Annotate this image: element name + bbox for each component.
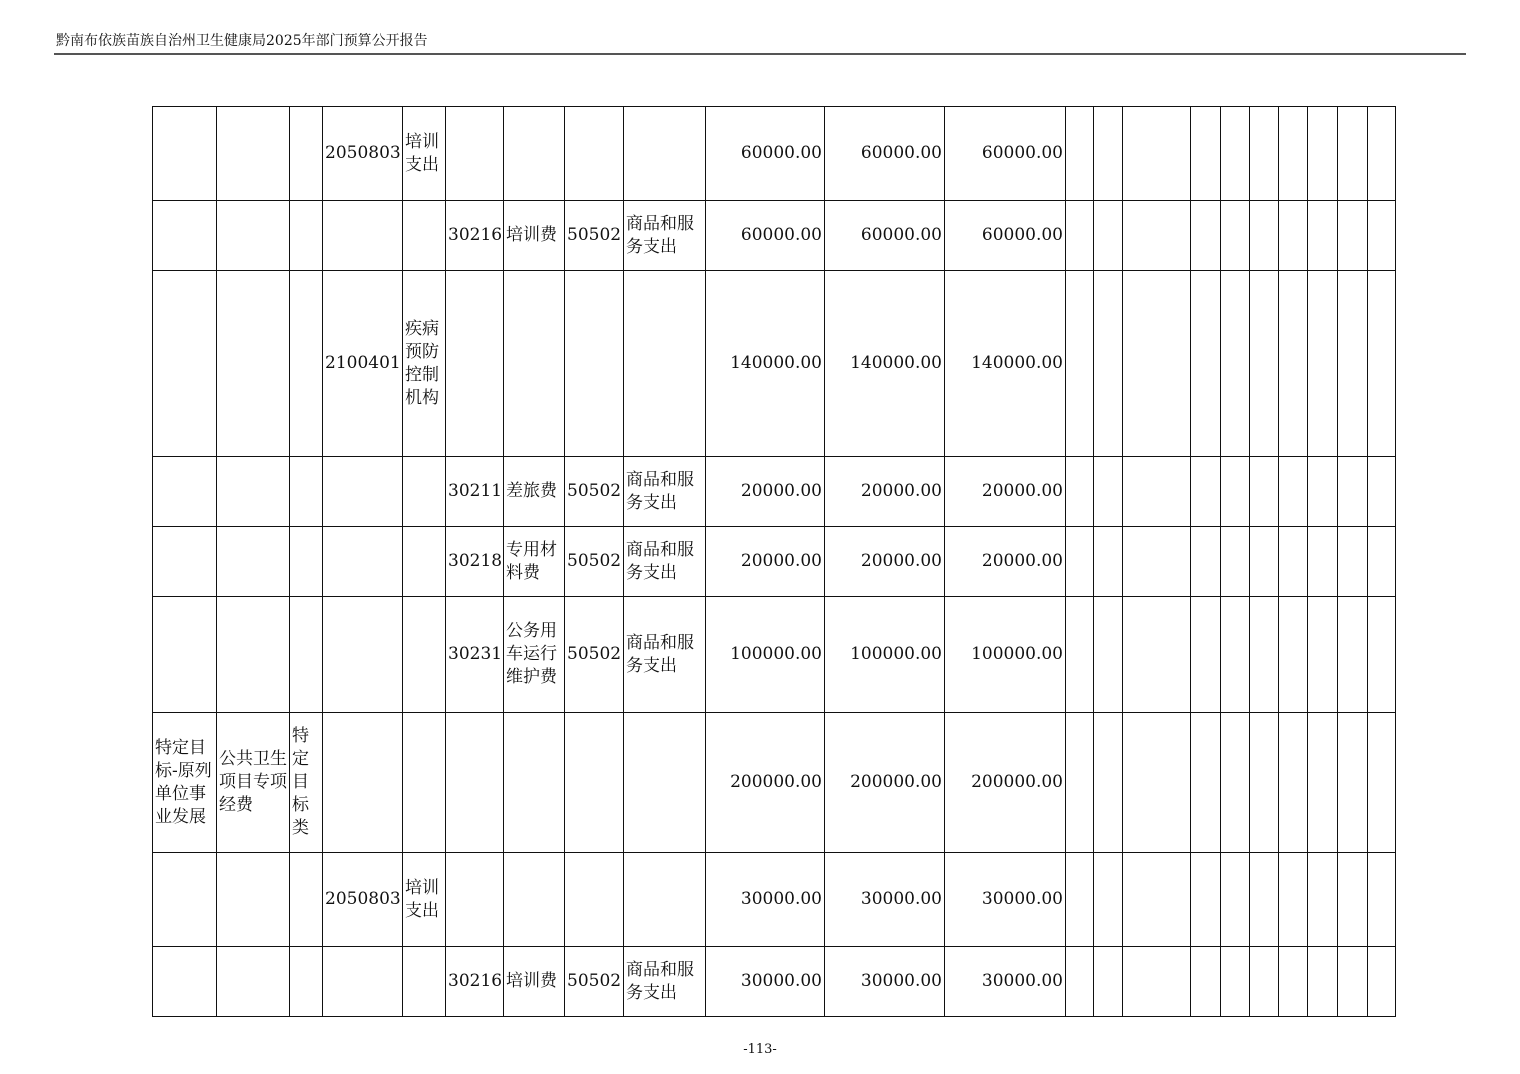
empty-cell	[1338, 457, 1368, 527]
table-row	[153, 853, 1396, 947]
project-name-cell	[217, 271, 290, 457]
empty-cell	[1094, 713, 1123, 853]
empty-cell	[1279, 853, 1308, 947]
project-type-cell	[290, 527, 323, 597]
empty-cell	[1094, 107, 1123, 201]
empty-cell	[1094, 597, 1123, 713]
empty-cell	[1338, 527, 1368, 597]
empty-cell	[1368, 107, 1396, 201]
subtotal-amount-cell: 200000.00	[825, 713, 945, 853]
fiscal-amount-cell: 200000.00	[945, 713, 1066, 853]
empty-cell	[1338, 597, 1368, 713]
empty-cell	[1250, 853, 1279, 947]
empty-cell	[1123, 947, 1191, 1017]
empty-cell	[1279, 713, 1308, 853]
empty-cell	[1368, 853, 1396, 947]
empty-cell	[1094, 201, 1123, 271]
economic-name-cell	[504, 107, 565, 201]
economic-name-cell	[504, 853, 565, 947]
empty-cell	[1221, 107, 1250, 201]
empty-cell	[1308, 853, 1338, 947]
empty-cell	[1368, 201, 1396, 271]
economic-code-cell: 30216	[446, 947, 504, 1017]
empty-cell	[1191, 853, 1221, 947]
empty-cell	[1094, 853, 1123, 947]
subtotal-amount-cell: 30000.00	[825, 853, 945, 947]
gov-economic-name-cell	[624, 853, 706, 947]
project-category-cell: 特定目标-原列单位事业发展	[153, 713, 217, 853]
fiscal-amount-cell: 30000.00	[945, 853, 1066, 947]
empty-cell	[1123, 597, 1191, 713]
project-type-cell	[290, 271, 323, 457]
empty-cell	[1123, 201, 1191, 271]
empty-cell	[1368, 947, 1396, 1017]
function-name-cell	[403, 713, 446, 853]
total-amount-cell: 20000.00	[706, 457, 825, 527]
gov-economic-name-cell	[624, 713, 706, 853]
empty-cell	[1191, 527, 1221, 597]
empty-cell	[1308, 713, 1338, 853]
project-type-cell	[290, 457, 323, 527]
table-row	[153, 713, 1396, 853]
empty-cell	[1308, 271, 1338, 457]
gov-economic-code-cell: 50502	[565, 597, 624, 713]
gov-economic-name-cell	[624, 271, 706, 457]
empty-cell	[1279, 457, 1308, 527]
empty-cell	[1066, 201, 1094, 271]
empty-cell	[1308, 457, 1338, 527]
function-name-cell	[403, 201, 446, 271]
project-type-cell	[290, 107, 323, 201]
function-code-cell	[323, 947, 403, 1017]
empty-cell	[1250, 107, 1279, 201]
project-type-cell	[290, 597, 323, 713]
table-row	[153, 457, 1396, 527]
function-code-cell: 2100401	[323, 271, 403, 457]
header-divider	[54, 53, 1466, 55]
function-name-cell: 培训支出	[403, 107, 446, 201]
empty-cell	[1221, 201, 1250, 271]
empty-cell	[1094, 271, 1123, 457]
fiscal-amount-cell: 20000.00	[945, 527, 1066, 597]
empty-cell	[1123, 107, 1191, 201]
economic-code-cell	[446, 713, 504, 853]
fiscal-amount-cell: 100000.00	[945, 597, 1066, 713]
project-type-cell: 特定目标类	[290, 713, 323, 853]
empty-cell	[1191, 597, 1221, 713]
empty-cell	[1191, 713, 1221, 853]
empty-cell	[1066, 713, 1094, 853]
empty-cell	[1250, 597, 1279, 713]
gov-economic-name-cell: 商品和服务支出	[624, 947, 706, 1017]
empty-cell	[1279, 107, 1308, 201]
project-name-cell	[217, 201, 290, 271]
empty-cell	[1066, 271, 1094, 457]
function-name-cell: 疾病预防控制机构	[403, 271, 446, 457]
empty-cell	[1094, 527, 1123, 597]
fiscal-amount-cell: 60000.00	[945, 201, 1066, 271]
empty-cell	[1338, 713, 1368, 853]
function-code-cell: 2050803	[323, 853, 403, 947]
project-name-cell: 公共卫生项目专项经费	[217, 713, 290, 853]
empty-cell	[1221, 853, 1250, 947]
empty-cell	[1221, 527, 1250, 597]
budget-table	[152, 106, 1396, 1017]
empty-cell	[1123, 713, 1191, 853]
gov-economic-code-cell	[565, 713, 624, 853]
empty-cell	[1191, 107, 1221, 201]
economic-name-cell: 公务用车运行维护费	[504, 597, 565, 713]
total-amount-cell: 60000.00	[706, 107, 825, 201]
fiscal-amount-cell: 140000.00	[945, 271, 1066, 457]
empty-cell	[1279, 947, 1308, 1017]
project-category-cell	[153, 597, 217, 713]
empty-cell	[1308, 527, 1338, 597]
project-type-cell	[290, 201, 323, 271]
economic-name-cell	[504, 713, 565, 853]
table-row	[153, 527, 1396, 597]
empty-cell	[1338, 947, 1368, 1017]
project-name-cell	[217, 597, 290, 713]
empty-cell	[1308, 201, 1338, 271]
empty-cell	[1368, 457, 1396, 527]
empty-cell	[1094, 457, 1123, 527]
project-type-cell	[290, 853, 323, 947]
table-row	[153, 597, 1396, 713]
empty-cell	[1221, 271, 1250, 457]
function-code-cell: 2050803	[323, 107, 403, 201]
economic-name-cell: 培训费	[504, 947, 565, 1017]
total-amount-cell: 100000.00	[706, 597, 825, 713]
function-code-cell	[323, 713, 403, 853]
project-category-cell	[153, 107, 217, 201]
empty-cell	[1066, 853, 1094, 947]
subtotal-amount-cell: 30000.00	[825, 947, 945, 1017]
empty-cell	[1368, 713, 1396, 853]
table-row	[153, 947, 1396, 1017]
empty-cell	[1279, 527, 1308, 597]
empty-cell	[1123, 457, 1191, 527]
empty-cell	[1066, 527, 1094, 597]
economic-name-cell	[504, 271, 565, 457]
project-name-cell	[217, 457, 290, 527]
function-code-cell	[323, 527, 403, 597]
empty-cell	[1123, 527, 1191, 597]
project-name-cell	[217, 527, 290, 597]
empty-cell	[1279, 271, 1308, 457]
fiscal-amount-cell: 20000.00	[945, 457, 1066, 527]
gov-economic-name-cell: 商品和服务支出	[624, 527, 706, 597]
empty-cell	[1191, 457, 1221, 527]
empty-cell	[1221, 713, 1250, 853]
empty-cell	[1368, 271, 1396, 457]
function-code-cell	[323, 457, 403, 527]
fiscal-amount-cell: 60000.00	[945, 107, 1066, 201]
empty-cell	[1250, 201, 1279, 271]
gov-economic-code-cell: 50502	[565, 201, 624, 271]
subtotal-amount-cell: 140000.00	[825, 271, 945, 457]
gov-economic-code-cell: 50502	[565, 457, 624, 527]
gov-economic-code-cell	[565, 271, 624, 457]
gov-economic-name-cell: 商品和服务支出	[624, 597, 706, 713]
gov-economic-code-cell: 50502	[565, 947, 624, 1017]
project-name-cell	[217, 853, 290, 947]
function-name-cell	[403, 597, 446, 713]
table-row	[153, 107, 1396, 201]
page-header-title: 黔南布依族苗族自治州卫生健康局2025年部门预算公开报告	[56, 33, 428, 49]
empty-cell	[1221, 597, 1250, 713]
project-category-cell	[153, 457, 217, 527]
empty-cell	[1279, 201, 1308, 271]
function-code-cell	[323, 597, 403, 713]
total-amount-cell: 30000.00	[706, 947, 825, 1017]
empty-cell	[1066, 597, 1094, 713]
empty-cell	[1368, 527, 1396, 597]
empty-cell	[1338, 107, 1368, 201]
function-code-cell	[323, 201, 403, 271]
economic-code-cell	[446, 107, 504, 201]
subtotal-amount-cell: 60000.00	[825, 201, 945, 271]
empty-cell	[1250, 713, 1279, 853]
economic-name-cell: 专用材料费	[504, 527, 565, 597]
empty-cell	[1123, 853, 1191, 947]
empty-cell	[1250, 271, 1279, 457]
empty-cell	[1308, 597, 1338, 713]
total-amount-cell: 200000.00	[706, 713, 825, 853]
empty-cell	[1066, 107, 1094, 201]
function-name-cell	[403, 457, 446, 527]
gov-economic-code-cell	[565, 107, 624, 201]
economic-code-cell	[446, 271, 504, 457]
empty-cell	[1338, 271, 1368, 457]
empty-cell	[1191, 201, 1221, 271]
economic-code-cell	[446, 853, 504, 947]
project-name-cell	[217, 947, 290, 1017]
economic-name-cell: 差旅费	[504, 457, 565, 527]
project-category-cell	[153, 271, 217, 457]
empty-cell	[1250, 947, 1279, 1017]
empty-cell	[1221, 457, 1250, 527]
fiscal-amount-cell: 30000.00	[945, 947, 1066, 1017]
function-name-cell: 培训支出	[403, 853, 446, 947]
empty-cell	[1368, 597, 1396, 713]
gov-economic-code-cell: 50502	[565, 527, 624, 597]
empty-cell	[1250, 527, 1279, 597]
economic-code-cell: 30231	[446, 597, 504, 713]
empty-cell	[1191, 271, 1221, 457]
project-category-cell	[153, 527, 217, 597]
empty-cell	[1066, 947, 1094, 1017]
gov-economic-name-cell: 商品和服务支出	[624, 457, 706, 527]
empty-cell	[1308, 947, 1338, 1017]
gov-economic-name-cell: 商品和服务支出	[624, 201, 706, 271]
empty-cell	[1094, 947, 1123, 1017]
project-type-cell	[290, 947, 323, 1017]
empty-cell	[1338, 201, 1368, 271]
empty-cell	[1221, 947, 1250, 1017]
subtotal-amount-cell: 100000.00	[825, 597, 945, 713]
empty-cell	[1191, 947, 1221, 1017]
economic-code-cell: 30218	[446, 527, 504, 597]
subtotal-amount-cell: 60000.00	[825, 107, 945, 201]
empty-cell	[1123, 271, 1191, 457]
empty-cell	[1250, 457, 1279, 527]
total-amount-cell: 140000.00	[706, 271, 825, 457]
function-name-cell	[403, 947, 446, 1017]
empty-cell	[1279, 597, 1308, 713]
project-category-cell	[153, 201, 217, 271]
empty-cell	[1066, 457, 1094, 527]
project-category-cell	[153, 853, 217, 947]
economic-code-cell: 30211	[446, 457, 504, 527]
economic-name-cell: 培训费	[504, 201, 565, 271]
empty-cell	[1338, 853, 1368, 947]
function-name-cell	[403, 527, 446, 597]
project-category-cell	[153, 947, 217, 1017]
subtotal-amount-cell: 20000.00	[825, 527, 945, 597]
empty-cell	[1308, 107, 1338, 201]
subtotal-amount-cell: 20000.00	[825, 457, 945, 527]
table-row	[153, 271, 1396, 457]
economic-code-cell: 30216	[446, 201, 504, 271]
table-row	[153, 201, 1396, 271]
gov-economic-name-cell	[624, 107, 706, 201]
project-name-cell	[217, 107, 290, 201]
total-amount-cell: 20000.00	[706, 527, 825, 597]
total-amount-cell: 60000.00	[706, 201, 825, 271]
gov-economic-code-cell	[565, 853, 624, 947]
page-number: -113-	[743, 1042, 777, 1057]
total-amount-cell: 30000.00	[706, 853, 825, 947]
